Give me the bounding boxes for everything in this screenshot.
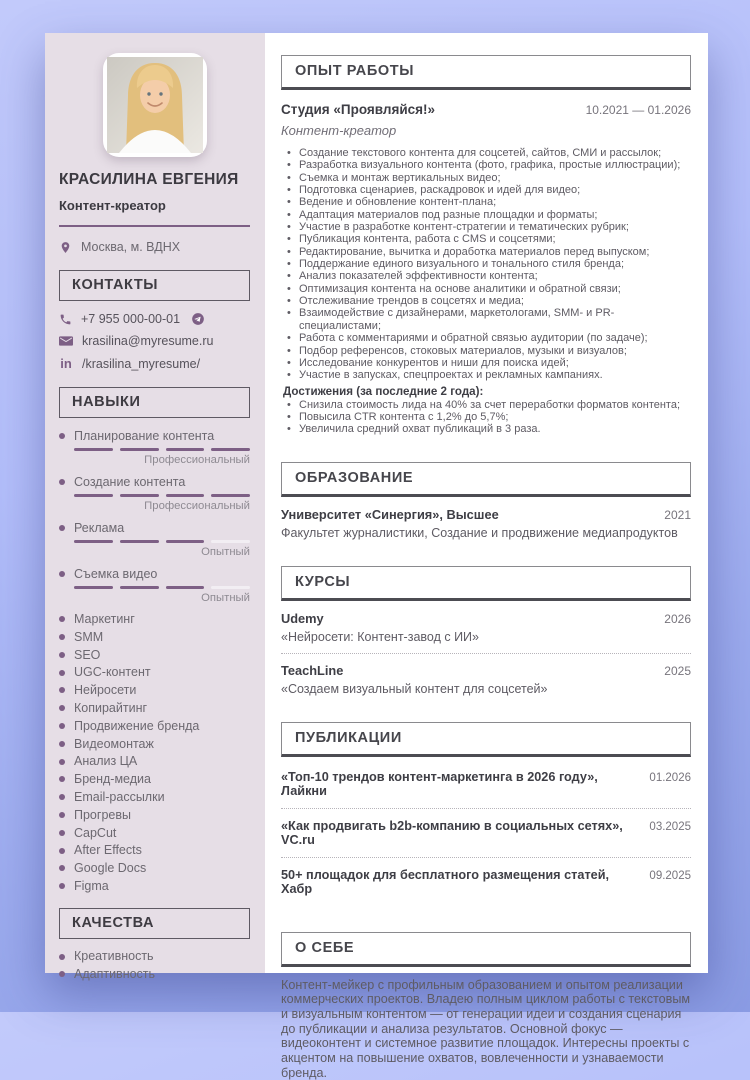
course-school: Udemy [281, 610, 324, 626]
skill-list-item [59, 862, 250, 874]
skill-item [59, 475, 250, 512]
duty-item: • Участие в разработке контент-стратегии и тематических рубрик; [287, 221, 691, 233]
skill-list-label: Нейросети [74, 683, 137, 698]
achievement-item: • Снизила стоимость лида на 40% за счет переработки форматов контента; [287, 399, 691, 411]
duty-item: • Работа с комментариями и обратной связью аудитории (по задаче); [287, 332, 691, 344]
skill-list-label: Бренд-медиа [74, 772, 151, 787]
skill-name: Планирование контента [74, 429, 215, 443]
quality-label: Адаптивность [74, 967, 156, 982]
person-name: КРАСИЛИНА ЕВГЕНИЯ [59, 171, 239, 188]
skill-item [59, 429, 250, 466]
skill-list-label: CapCut [74, 825, 117, 840]
bullet-icon [59, 954, 65, 960]
duty-item: • Съемка и монтаж вертикальных видео; [287, 172, 691, 184]
skill-list-label: Копирайтинг [74, 700, 148, 715]
education-header: ОБРАЗОВАНИЕ [281, 462, 691, 497]
skill-list-item [59, 738, 250, 750]
skill-list-item [59, 827, 250, 839]
duty-item: • Поддержание единого визуального и тонального стиля бренда; [287, 258, 691, 270]
skill-list-item [59, 649, 250, 661]
bullet-icon [59, 479, 65, 485]
bullet-icon [59, 634, 65, 640]
duty-item: • Анализ показателей эффективности контента; [287, 270, 691, 282]
telegram-icon[interactable] [191, 312, 205, 326]
phone-icon [59, 313, 72, 326]
skill-list-label: Прогревы [74, 807, 131, 822]
qualities-header: КАЧЕСТВА [59, 908, 250, 939]
duty-item: • Адаптация материалов под разные площадки и форматы; [287, 209, 691, 221]
bullet-icon [59, 525, 65, 531]
skill-list-label: SEO [74, 647, 101, 662]
bullet-icon [59, 571, 65, 577]
sidebar [45, 33, 265, 982]
skill-list-label: Маркетинг [74, 612, 135, 626]
section-experience [281, 55, 691, 436]
duty-item: • Подбор референсов, стоковых материалов, музыки и визуалов; [287, 345, 691, 357]
course-year: 2026 [664, 611, 691, 626]
bullet-icon [59, 616, 65, 622]
section-about [281, 932, 691, 1080]
duty-item: • Разработка визуального контента (фото, графика, простые иллюстрации); [287, 159, 691, 171]
contact-linkedin[interactable] [59, 356, 250, 371]
course-year: 2025 [664, 663, 691, 678]
publication-row [281, 857, 691, 906]
duty-item: • Отслеживание трендов в соцсетях и медиа; [287, 295, 691, 307]
about-text: Контент-мейкер с профильным образованием и опытом реализации коммерческих проектов. Владею полным циклом работы с текстовым и визуальным контентом — от генерации идеи и создания сценария до публикации и анализа результатов. Основной фокус — видеоконтент и системное развитие площадок. Интересны проекты с акцентом на повышение охватов, вовлеченности и узнаваемости бренда. [281, 977, 691, 1080]
skill-name: Съемка видео [74, 567, 158, 581]
achievements-list [287, 399, 691, 436]
main-content [265, 33, 708, 1080]
education-year: 2021 [664, 507, 691, 522]
company-name: Студия «Проявляйся!» [281, 102, 436, 117]
skill-list-item [59, 844, 250, 856]
experience-header: ОПЫТ РАБОТЫ [281, 55, 691, 90]
person-job-title: Контент-креатор [59, 198, 166, 213]
duties-list [287, 147, 691, 382]
skill-list-item [59, 773, 250, 785]
skill-list-label: Анализ ЦА [74, 754, 138, 769]
profile-photo [103, 53, 207, 157]
contact-phone[interactable] [59, 312, 250, 326]
skill-name: Реклама [74, 521, 125, 535]
publication-row [281, 808, 691, 857]
linkedin-icon: in [60, 356, 72, 371]
bullet-icon [59, 883, 65, 889]
skill-list-label: Видеомонтаж [74, 736, 154, 751]
course-item [281, 653, 691, 696]
duty-item: • Создание текстового контента для соцсетей, сайтов, СМИ и рассылок; [287, 147, 691, 159]
skill-list-item [59, 684, 250, 696]
section-education [281, 462, 691, 540]
qualities-list [59, 950, 250, 980]
skill-list-item [59, 631, 250, 643]
skill-list-label: After Effects [74, 843, 142, 858]
quality-item [59, 968, 250, 980]
bullet-icon [59, 830, 65, 836]
skills-plain-list [59, 613, 250, 892]
skill-list-item [59, 809, 250, 821]
job-role: Контент-креатор [281, 123, 397, 138]
skill-list-label: Email-рассылки [74, 789, 165, 804]
skill-list-label: Продвижение бренда [74, 718, 200, 733]
course-title: «Нейросети: Контент-завод с ИИ» [281, 629, 479, 644]
publication-title: 50+ площадок для бесплатного размещения статей, Хабр [281, 867, 610, 896]
section-courses [281, 566, 691, 696]
section-publications [281, 722, 691, 906]
email-icon [59, 335, 73, 347]
skill-level-label: Опытный [201, 546, 250, 558]
linkedin-handle[interactable]: /krasilina_myresume/ [82, 356, 201, 371]
skill-item [59, 567, 250, 604]
bullet-icon [59, 652, 65, 658]
bullet-icon [59, 687, 65, 693]
skill-list-label: SMM [74, 629, 104, 644]
duty-item: • Взаимодействие с дизайнерами, маркетологами, SMM- и PR-специалистами; [287, 307, 691, 332]
course-title: «Создаем визуальный контент для соцсетей» [281, 681, 548, 696]
skill-level-bar [74, 586, 250, 589]
publication-date: 09.2025 [649, 869, 691, 882]
skill-level-label: Профессиональный [144, 500, 250, 512]
bullet-icon [59, 759, 65, 765]
bullet-icon [59, 723, 65, 729]
duty-item: • Исследование конкурентов и ниши для поиска идей; [287, 357, 691, 369]
bullet-icon [59, 794, 65, 800]
education-details: Факультет журналистики, Создание и продвижение медиапродуктов [281, 525, 678, 540]
contacts-header: КОНТАКТЫ [59, 270, 250, 301]
about-header: О СЕБЕ [281, 932, 691, 967]
skill-level-label: Профессиональный [144, 454, 250, 466]
skill-name: Создание контента [74, 475, 186, 489]
skill-list-item [59, 613, 250, 625]
skill-list-item [59, 666, 250, 678]
phone-number[interactable]: +7 955 000-00-01 [81, 312, 181, 326]
skill-level-bar [74, 448, 250, 451]
skill-level-bar [74, 540, 250, 543]
courses-header: КУРСЫ [281, 566, 691, 601]
skill-list-item [59, 880, 250, 892]
location-row [59, 240, 250, 254]
quality-item [59, 950, 250, 962]
duty-item: • Подготовка сценариев, раскадровок и идей для видео; [287, 184, 691, 196]
publication-title: «Топ-10 трендов контент-маркетинга в 2026 году», Лайкни [281, 769, 598, 798]
skill-list-item [59, 720, 250, 732]
publication-date: 03.2025 [649, 820, 691, 833]
portrait-illustration [107, 57, 203, 153]
bullet-icon [59, 776, 65, 782]
skills-header: НАВЫКИ [59, 387, 250, 418]
duty-item: • Оптимизация контента на основе аналитики и обратной связи; [287, 283, 691, 295]
skill-list-label: Google Docs [74, 861, 147, 876]
achievement-item: • Повысила CTR контента с 1,2% до 5,7%; [287, 411, 691, 423]
skill-list-label: UGC-контент [74, 665, 151, 680]
skill-list-label: Figma [74, 878, 109, 893]
location-text: Москва, м. ВДНХ [81, 240, 181, 254]
contact-email[interactable] [59, 334, 250, 348]
achievement-item: • Увеличила средний охват публикаций в 3 раза. [287, 423, 691, 435]
course-school: TeachLine [281, 662, 344, 678]
bullet-icon [59, 971, 65, 977]
bullet-icon [59, 705, 65, 711]
email-address[interactable]: krasilina@myresume.ru [82, 334, 214, 348]
courses-list [281, 611, 691, 696]
education-school: Университет «Синергия», Высшее [281, 506, 499, 522]
publications-header: ПУБЛИКАЦИИ [281, 722, 691, 757]
skill-list-item [59, 791, 250, 803]
skill-list-item [59, 702, 250, 714]
bullet-icon [59, 865, 65, 871]
bullet-icon [59, 812, 65, 818]
skill-list-item [59, 755, 250, 767]
resume-card [45, 33, 708, 1080]
skill-level-bar [74, 494, 250, 497]
bullet-icon [59, 433, 65, 439]
duty-item: • Участие в запусках, спецпроектах и рекламных кампаниях. [287, 369, 691, 381]
bullet-icon [59, 848, 65, 854]
duty-item: • Ведение и обновление контент-плана; [287, 196, 691, 208]
bullet-icon [59, 741, 65, 747]
bullet-icon [59, 670, 65, 676]
skill-item [59, 521, 250, 558]
publication-date: 01.2026 [649, 771, 691, 784]
location-pin-icon [59, 241, 72, 254]
skill-level-label: Опытный [201, 592, 250, 604]
quality-label: Креативность [74, 949, 154, 964]
course-item [281, 611, 691, 644]
duty-item: • Публикация контента, работа с CMS и соцсетями; [287, 233, 691, 245]
publication-row [281, 760, 691, 808]
divider [59, 225, 250, 227]
publication-title: «Как продвигать b2b-компанию в социальных сетях», VC.ru [281, 818, 623, 847]
duty-item: • Редактирование, вычитка и доработка материалов перед выпуском; [287, 246, 691, 258]
work-period: 10.2021 — 01.2026 [585, 103, 691, 117]
achievements-title: Достижения (за последние 2 года): [283, 384, 484, 398]
rated-skills-list [59, 429, 250, 604]
publications-list [281, 760, 691, 906]
